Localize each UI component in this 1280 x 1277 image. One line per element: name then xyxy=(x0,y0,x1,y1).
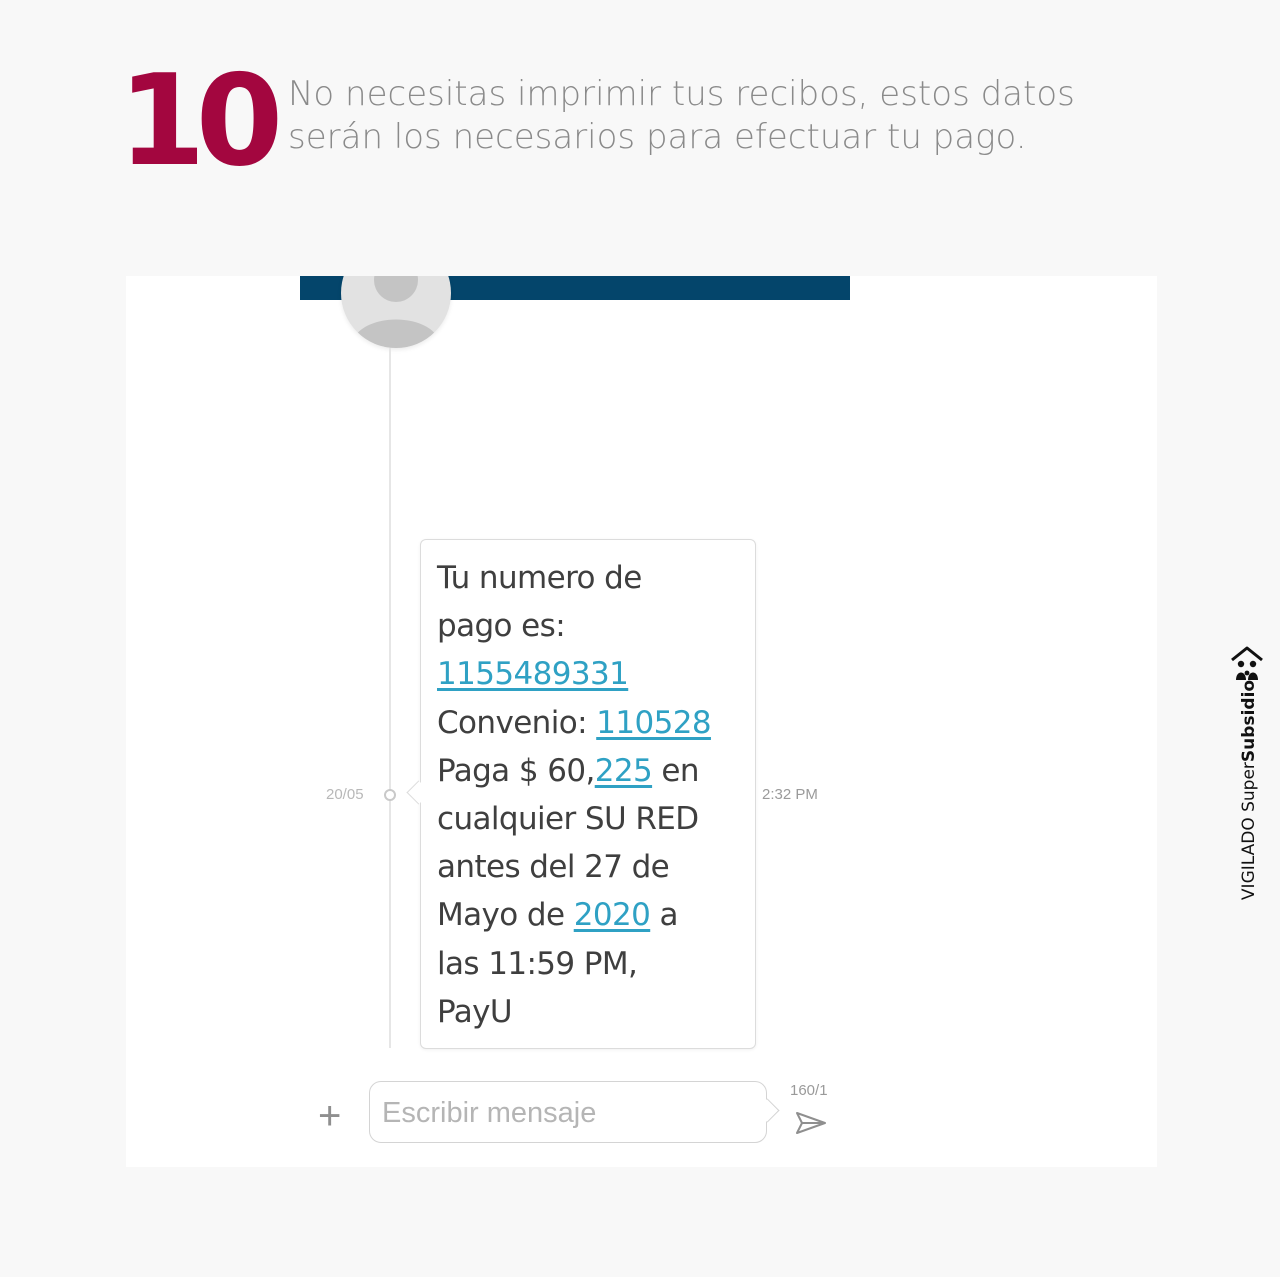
message-text-segment: en xyxy=(652,752,699,789)
message-line xyxy=(437,747,747,795)
message-text-segment: PayU xyxy=(437,993,512,1030)
vigilado-text xyxy=(1239,640,1263,940)
step-description-line-1: No necesitas imprimir tus recibos, estos datos xyxy=(288,74,1075,114)
message-line xyxy=(437,699,747,747)
message-time: 2:32 PM xyxy=(762,786,818,803)
sms-screenshot xyxy=(126,276,1157,1167)
message-text-segment: antes del 27 de xyxy=(437,849,670,886)
year-link[interactable]: 2020 xyxy=(573,897,651,934)
amount-link[interactable]: 225 xyxy=(594,752,653,789)
message-line xyxy=(437,891,747,939)
timeline-line xyxy=(389,348,391,1048)
vigilado-brand: Subsidio xyxy=(1239,679,1259,763)
message-line xyxy=(437,940,747,988)
step-description-line-2: serán los necesarios para efectuar tu pago. xyxy=(288,117,1027,157)
message-text-segment: Mayo de xyxy=(437,897,574,934)
message-line xyxy=(437,554,747,602)
step-description xyxy=(288,73,1108,159)
char-counter: 160/1 xyxy=(790,1082,828,1099)
message-text-segment: Tu numero de xyxy=(437,560,642,596)
step-number: 10 xyxy=(118,47,274,194)
person-icon xyxy=(341,276,451,348)
message-line xyxy=(437,843,747,891)
agreement-number-link[interactable]: 110528 xyxy=(596,704,711,741)
message-text-segment: pago es: xyxy=(437,608,566,645)
message-line xyxy=(437,602,747,650)
message-line xyxy=(437,795,747,843)
message-text-segment: Convenio: xyxy=(437,704,597,741)
message-line xyxy=(437,650,747,698)
message-line xyxy=(437,988,747,1036)
message-date: 20/05 xyxy=(326,786,364,803)
send-icon[interactable] xyxy=(794,1110,828,1136)
message-text-segment: las 11:59 PM, xyxy=(437,945,638,982)
message-text-segment: cualquier SU RED xyxy=(437,801,699,838)
payment-number-link[interactable]: 1155489331 xyxy=(437,656,629,693)
vigilado-prefix: VIGILADO Super xyxy=(1239,762,1259,901)
message-text xyxy=(437,554,747,1036)
message-text-segment: Paga $ 60, xyxy=(437,752,595,789)
plus-icon[interactable]: + xyxy=(318,1094,342,1138)
contact-avatar xyxy=(341,276,451,348)
message-input[interactable]: Escribir mensaje xyxy=(369,1081,767,1143)
timeline-dot xyxy=(384,789,396,801)
message-text-segment: a xyxy=(650,897,678,934)
